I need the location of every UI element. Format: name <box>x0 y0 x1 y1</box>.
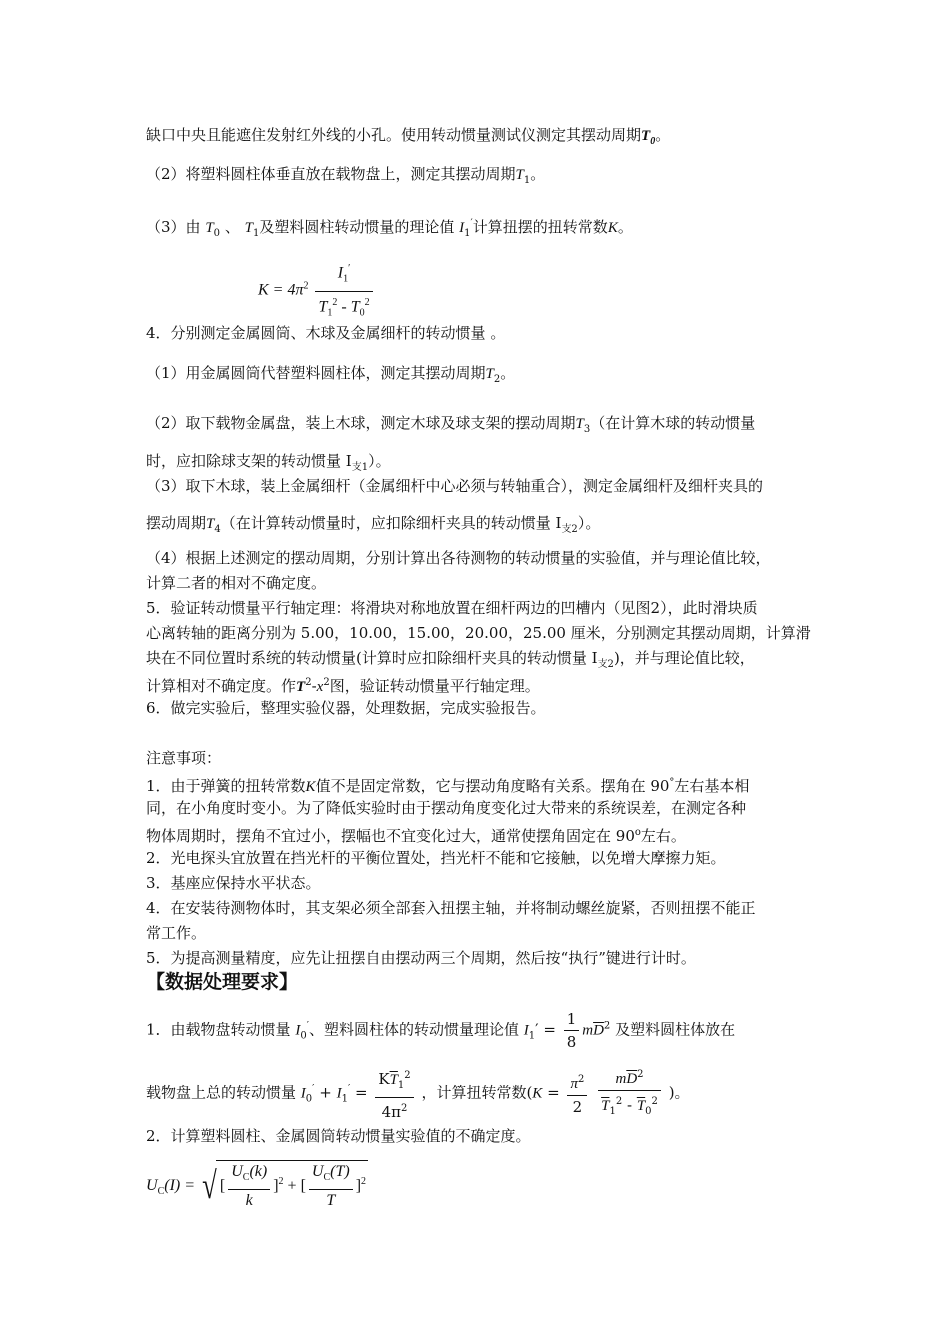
data-line-3: 2．计算塑料圆柱、金属圆筒转动惯量实验值的不确定度。 <box>146 1127 531 1145</box>
text-line-13: 心离转轴的距离分别为 5.00，10.00，15.00，20.00，25.00 厘米，分别测定其摆动周期，计算滑 <box>146 624 811 642</box>
text-line-2: （2）将塑料圆柱体垂直放在载物盘上，测定其摆动周期$T_1$。 <box>146 165 546 186</box>
text-line-11: 计算二者的相对不确定度。 <box>146 574 327 592</box>
text-line-16: 6．做完实验后，整理实验仪器，处理数据，完成实验报告。 <box>146 699 546 717</box>
fraction-uc-t: $\frac{U_C(T)}{T}$ <box>309 1161 353 1212</box>
text-line-9: 摆动周期$T_4$（在计算转动惯量时，应扣除细杆夹具的转动惯量 $I_{支2}$）。 <box>146 514 601 535</box>
note-line-7: 常工作。 <box>146 924 207 942</box>
note-line-5: 3．基座应保持水平状态。 <box>146 874 321 892</box>
notes-title: 注意事项： <box>146 749 222 767</box>
sqrt-body: [ $\frac{U_C(k)}{k}$ ]$^2$ + [ $\frac{U_C(T)}{T}$ ]$^2$ <box>216 1160 368 1212</box>
fraction-torsion-constant: $\frac{m\overline{D}^2}{\overline{T}_1^2 - \overline{T}_0^2}$ <box>598 1064 661 1123</box>
text-line-1: 缺口中央且能遮住发射红外线的小孔。使用转动惯量测试仪测定其摆动周期$T_0$。 <box>146 126 671 147</box>
text-line-15: 计算相对不确定度。作$T^2-x^2$图，验证转动惯量平行轴定理。 <box>146 677 540 695</box>
text-line-10: （4）根据上述测定的摆动周期，分别计算出各待测物的转动惯量的实验值，并与理论值比较， <box>146 549 771 567</box>
text-line-12: 5．验证转动惯量平行轴定理：将滑块对称地放置在细杆两边的凹槽内（见图2），此时滑块质 <box>146 599 758 617</box>
fraction-one-eighth: $\frac{1}{8}$ <box>564 1008 580 1053</box>
sqrt-sign: √ <box>202 1165 217 1208</box>
data-line-1: 1．由载物盘转动惯量 $I_0'$、塑料圆柱体的转动惯量理论值 $I_1'$ = $\frac{1}{8}$ $m\overline{D}^2$ 及塑料圆柱体放在 <box>146 1010 736 1051</box>
note-line-6: 4．在安装待测物体时，其支架必须全部套入扭摆主轴，并将制动螺丝旋紧，否则扭摆不能正 <box>146 899 756 917</box>
text-line-4: 4．分别测定金属圆筒、木球及金属细杆的转动惯量 。 <box>146 324 506 342</box>
text-line-6: （2）取下载物金属盘，装上木球，测定木球及球支架的摆动周期$T_3$（在计算木球的转动惯量 <box>146 414 756 435</box>
equation-torsion-constant: $K = 4\pi^2$ $\frac{I_1'}{T_1^2 - T_0^2}$ <box>258 258 376 324</box>
fraction: $\frac{I_1'}{T_1^2 - T_0^2}$ <box>315 258 372 324</box>
note-line-4: 2．光电探头宜放置在挡光杆的平衡位置处，挡光杆不能和它接触，以免增大摩擦力矩。 <box>146 849 726 867</box>
fraction-pi-half: $\frac{\pi^2}{2}$ <box>567 1069 587 1118</box>
text-line-7: 时，应扣除球支架的转动惯量 $I_{支1}$）。 <box>146 452 391 473</box>
note-line-3: 物体周期时，摆角不宜过小，摆幅也不宜变化过大，通常使摆角固定在 90$^o$左右。 <box>146 827 686 845</box>
note-line-2: 同，在小角度时变小。为了降低实验时由于摆动角度变化过大带来的系统误差，在测定各种 <box>146 799 747 817</box>
fraction-total-inertia: $\frac{K\overline{T}_1^2}{4\pi^2}$ <box>375 1065 413 1123</box>
text-line-3: （3）由 $T_0$ 、 $T_1$及塑料圆柱转动惯量的理论值 $I_1'$计算扭摆的扭转常数K。 <box>146 218 633 239</box>
equation-uncertainty: $U_C(I)$ = √ [ $\frac{U_C(k)}{k}$ ]$^2$ + [ $\frac{U_C(T)}{T}$ ]$^2$ <box>146 1160 368 1212</box>
text-line-8: （3）取下木球，装上金属细杆（金属细杆中心必须与转轴重合），测定金属细杆及细杆夹具的 <box>146 477 764 495</box>
data-line-2: 载物盘上总的转动惯量 $I_0' + I_1'$ = $\frac{K\overline{T}_1^2}{4\pi^2}$ ，计算扭转常数(K = $\frac{\pi^2}{2}$ $\frac{m\overline{D}^2}{\overline{T}_1^2 - \overline{T}_0^2}$ )。 <box>146 1064 690 1123</box>
text-line-5: （1）用金属圆筒代替塑料圆柱体，测定其摆动周期$T_2$。 <box>146 364 516 385</box>
fraction-uc-k: $\frac{U_C(k)}{k}$ <box>228 1161 270 1212</box>
note-line-8: 5．为提高测量精度，应先让扭摆自由摆动两三个周期，然后按“执行”键进行计时。 <box>146 949 696 967</box>
note-line-1: 1．由于弹簧的扭转常数K值不是固定常数，它与摆动角度略有关系。摆角在 90°左右基本相 <box>146 777 750 795</box>
section-heading: 【数据处理要求】 <box>146 971 299 993</box>
text-line-14: 块在不同位置时系统的转动惯量(计算时应扣除细杆夹具的转动惯量 $I_{支2}$)，并与理论值比较， <box>146 649 755 670</box>
